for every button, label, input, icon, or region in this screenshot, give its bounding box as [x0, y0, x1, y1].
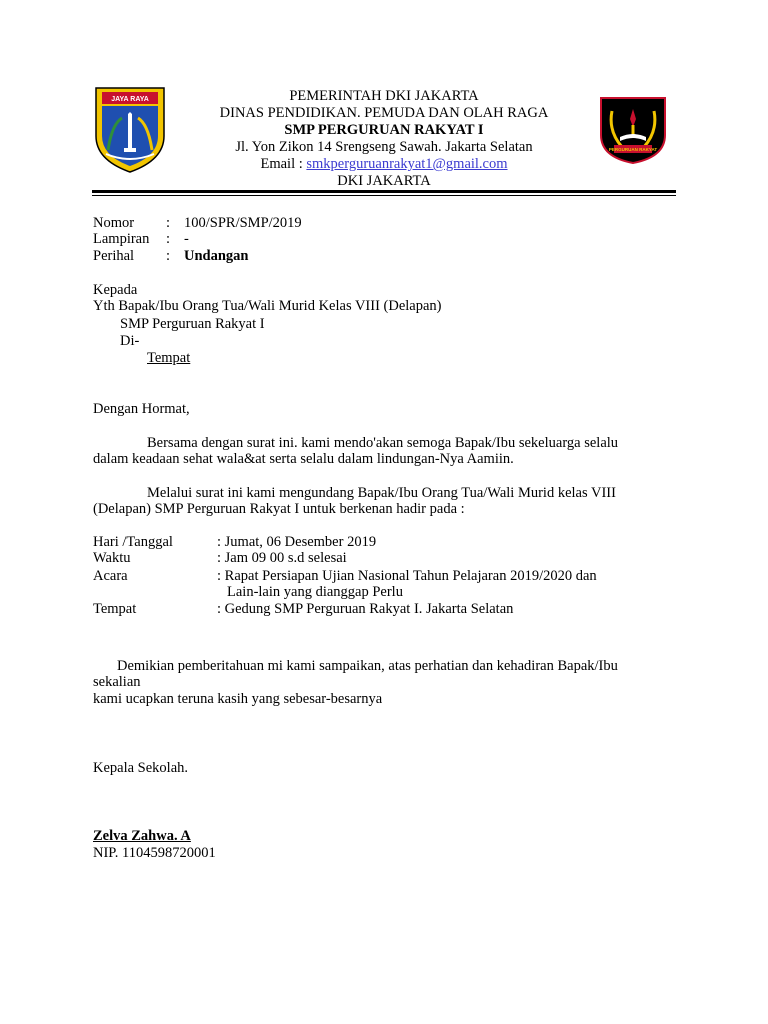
address-school: SMP Perguruan Rakyat I — [120, 316, 265, 332]
letterhead-government: PEMERINTAH DKI JAKARTA — [289, 88, 479, 104]
detail-place-value: : Gedung SMP Perguruan Rakyat I. Jakarta Selatan — [217, 601, 514, 617]
greeting: Dengan Hormat, — [93, 401, 190, 417]
detail-event-value: : Rapat Persiapan Ujian Nasional Tahun Pelajaran 2019/2020 dan — [217, 568, 597, 584]
meta-perihal-sep: : — [166, 248, 171, 264]
meta-lampiran-label: Lampiran — [93, 231, 150, 247]
letterhead-city: DKI JAKARTA — [337, 173, 431, 189]
para2-line2: (Delapan) SMP Perguruan Rakyat I untuk berkenan hadir pada : — [93, 501, 465, 517]
para1-line2: dalam keadaan sehat wala&at serta selalu dalam lindungan-Nya Aamiin. — [93, 451, 514, 467]
detail-place-label: Tempat — [93, 601, 137, 617]
right-logo-text: PERGURUAN RAKYAT — [608, 147, 658, 152]
closing-line1: Demikian pemberitahuan mi kami sampaikan, atas perhatian dan kehadiran Bapak/Ibu — [117, 658, 618, 674]
detail-date-label: Hari /Tanggal — [93, 534, 173, 550]
detail-event-label: Acara — [93, 568, 128, 584]
email-link[interactable]: smkperguruanrakyat1@gmail.com — [306, 156, 508, 172]
meta-lampiran-sep: : — [166, 231, 171, 247]
para1-line1: Bersama dengan surat ini. kami mendo'akan semoga Bapak/Ibu sekeluarga selalu — [147, 435, 619, 451]
left-logo-text: JAYA RAYA — [111, 96, 149, 103]
signature-nip: NIP. 1104598720001 — [93, 845, 216, 861]
detail-event-value-cont: Lain-lain yang dianggap Perlu — [227, 584, 403, 600]
letterhead-divider-thin — [92, 195, 676, 196]
meta-nomor-value: 100/SPR/SMP/2019 — [184, 215, 302, 231]
detail-date-value: : Jumat, 06 Desember 2019 — [217, 534, 377, 550]
letterhead-department: DINAS PENDIDIKAN. PEMUDA DAN OLAH RAGA — [219, 105, 549, 121]
meta-perihal-value: Undangan — [184, 248, 249, 264]
detail-time-value: : Jam 09 00 s.d selesai — [217, 550, 347, 566]
closing-line2: sekalian — [93, 674, 141, 690]
address-recipient: Yth Bapak/Ibu Orang Tua/Wali Murid Kelas VIII (Delapan) — [93, 298, 442, 314]
meta-nomor-sep: : — [166, 215, 171, 231]
address-kepada: Kepada — [93, 282, 138, 298]
letterhead-school-name: SMP PERGURUAN RAKYAT I — [284, 122, 484, 138]
email-label: Email : — [260, 156, 307, 172]
detail-time-label: Waktu — [93, 550, 131, 566]
signature-name: Zelva Zahwa. A — [93, 828, 191, 844]
address-di: Di- — [120, 333, 140, 349]
meta-nomor-label: Nomor — [93, 215, 135, 231]
meta-lampiran-value: - — [184, 231, 189, 247]
para2-line1: Melalui surat ini kami mengundang Bapak/Ibu Orang Tua/Wali Murid kelas VIII — [147, 485, 616, 501]
letterhead-divider-thick — [92, 190, 676, 193]
letterhead-email-line — [0, 155, 768, 173]
closing-line3: kami ucapkan teruna kasih yang sebesar-besarnya — [93, 691, 383, 707]
address-tempat: Tempat — [147, 350, 191, 366]
signature-title: Kepala Sekolah. — [93, 760, 189, 776]
meta-perihal-label: Perihal — [93, 248, 135, 264]
letterhead-address: Jl. Yon Zikon 14 Srengseng Sawah. Jakarta Selatan — [235, 139, 533, 155]
